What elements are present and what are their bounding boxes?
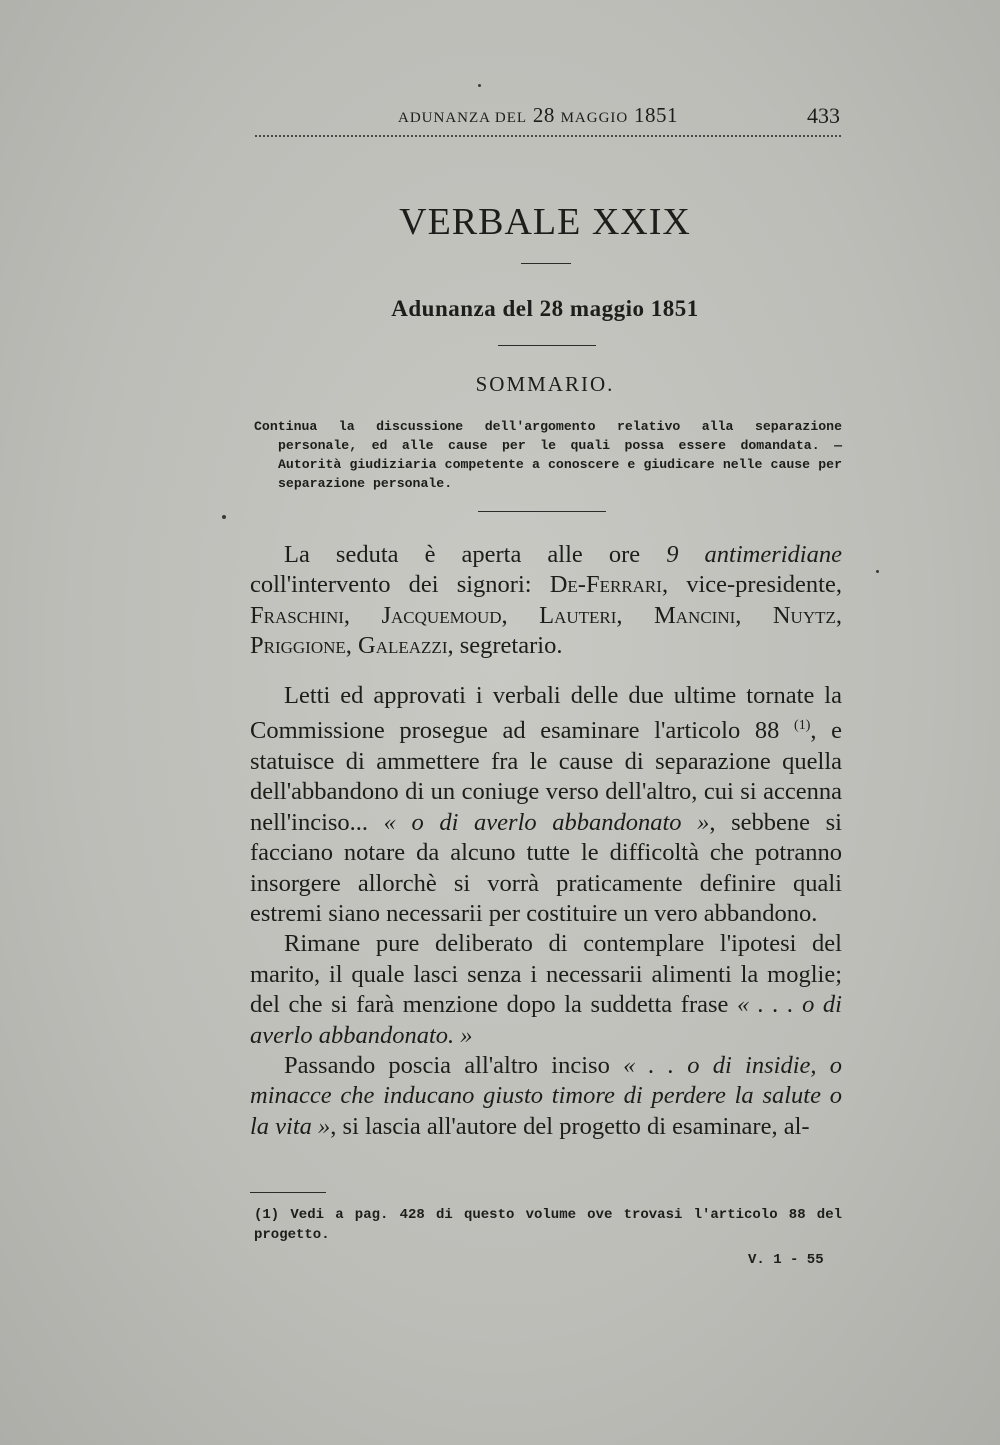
opening-time: 9 antimeridiane	[666, 541, 842, 568]
ink-speck	[478, 84, 481, 87]
summary-divider	[478, 511, 606, 512]
member-name: Lauteri	[539, 601, 617, 629]
footnote: (1) Vedi a pag. 428 di questo volume ove trovasi l'articolo 88 del progetto.	[254, 1207, 842, 1243]
member-name: Jacquemoud	[381, 601, 502, 629]
running-head-day: 28	[532, 103, 555, 127]
body-paragraph: Rimane pure deliberato di contemplare l'ipotesi del marito, il quale lasci senza i necessarii alimenti la moglie; del che si farà menzione dopo la suddetta frase « . . . o di averlo abbandonato. »	[250, 930, 842, 1049]
summary-heading: SOMMARIO.	[475, 372, 615, 396]
title-divider	[521, 263, 571, 264]
body-paragraph: Passando poscia all'altro inciso « . . o di insidie, o minacce che inducano giusto timore di perdere la salute o la vita », si lascia all'autore del progetto di esaminare, al-	[250, 1052, 842, 1140]
paragraph-opening	[250, 540, 842, 662]
header-rule	[255, 135, 841, 137]
page-number: 433	[807, 103, 840, 128]
paragraph-main	[250, 681, 842, 1142]
running-head	[250, 103, 840, 133]
signature-mark: V. 1 - 55	[748, 1252, 824, 1268]
body-paragraph: Letti ed approvati i verbali delle due ultime tornate la Commissione prosegue ad esaminare l'articolo 88 $^{(1)}$, e statuisce di ammettere fra le cause di separazione quella dell'abbandono di un coniuge verso dell'altro, cui si accenna nell'inciso... « o di averlo abbandonato », sebbene si facciano notare da alcuno tutte le difficoltà che potranno insorgere allorchè si vorrà praticamente definire quali estremi siano necessarii per costituire un vero abbandono.	[250, 682, 842, 927]
opening-paragraph: La seduta è aperta alle ore 9 antimeridiane coll'intervento dei signori: De-Ferrari, vice-presidente, Fraschini, Jacquemoud, Lauteri, Mancini, Nuytz, Priggione, Galeazzi, segretario.	[250, 541, 842, 660]
running-head-title	[398, 103, 678, 128]
member-name: Fraschini	[250, 601, 344, 629]
quoted-phrase: « . . . o di averlo abbandonato. »	[250, 991, 842, 1049]
session-subtitle: Adunanza del 28 maggio 1851	[391, 296, 699, 321]
member-name: Nuytz	[772, 601, 836, 629]
member-name: Priggione	[250, 632, 346, 660]
summary-text	[254, 417, 842, 493]
footnote-rule	[250, 1192, 326, 1193]
member-name: Mancini	[654, 601, 736, 629]
member-name: Galeazzi	[358, 632, 448, 660]
subtitle-divider	[498, 345, 596, 346]
footnote-reference: (1)	[794, 718, 811, 734]
ink-speck	[222, 515, 226, 519]
ink-speck	[876, 570, 879, 573]
running-head-prefix: ADUNANZA DEL	[398, 110, 528, 126]
summary-body: Continua la discussione dell'argomento relativo alla separazione personale, ed alle cause per le quali possa essere domandata. — Autorità giudiziaria competente a conoscere e giudicare nelle cause per separazione personale.	[254, 419, 842, 491]
running-head-month: MAGGIO	[560, 110, 629, 126]
running-head-year: 1851	[634, 103, 678, 127]
quoted-phrase: « o di averlo abbandonato »	[383, 808, 710, 836]
member-name: De-Ferrari	[549, 571, 662, 599]
page-title: VERBALE XXIX	[399, 201, 691, 243]
quoted-phrase: « . . o di insidie, o minacce che inducano giusto timore di perdere la salute o la vita »	[250, 1052, 842, 1140]
